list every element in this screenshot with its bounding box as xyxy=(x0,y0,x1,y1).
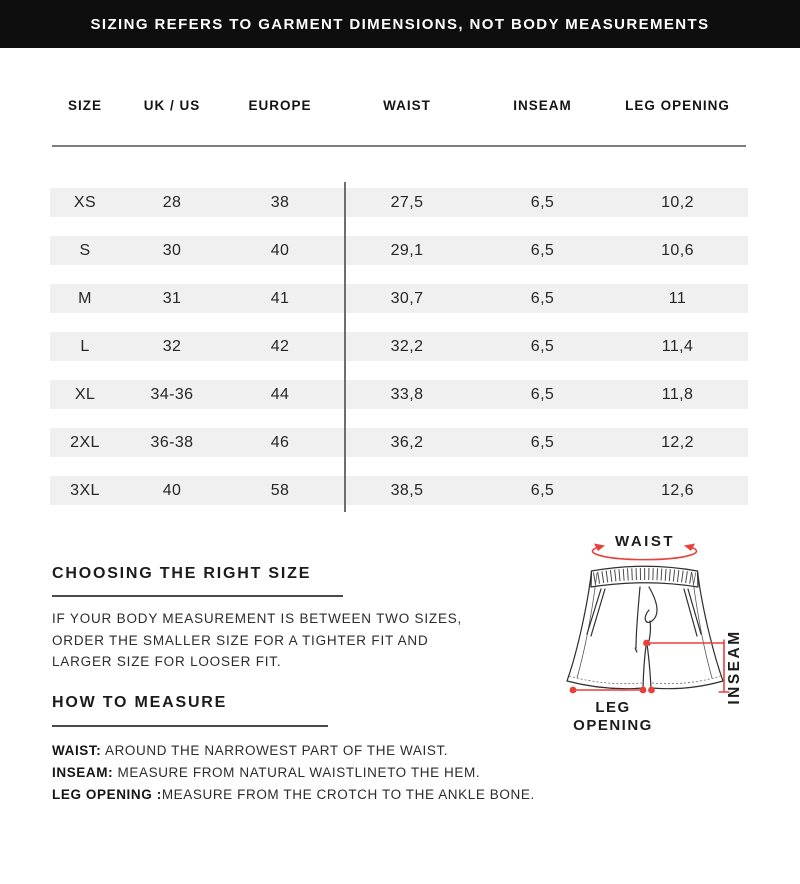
column-header-europe: EUROPE xyxy=(248,98,312,113)
disclaimer-banner xyxy=(0,0,800,48)
table-cell: 6,5 xyxy=(530,434,555,451)
measure-item-waist xyxy=(52,740,572,762)
measure-label: INSEAM: xyxy=(52,765,114,780)
waist-arrow-right xyxy=(684,544,695,552)
waistband-elastic-hatching xyxy=(594,574,695,579)
table-vertical-divider xyxy=(344,182,346,512)
table-body xyxy=(50,188,748,524)
measure-label: LEG OPENING : xyxy=(52,787,162,802)
column-header-size: SIZE xyxy=(67,98,102,113)
table-cell: 40 xyxy=(162,482,182,499)
table-cell: XS xyxy=(73,194,97,211)
table-row-xl xyxy=(50,380,748,409)
table-cell: 6,5 xyxy=(530,194,555,211)
how-to-measure-underline xyxy=(52,725,328,727)
inseam-measure-lines xyxy=(647,640,730,693)
waist-label: WAIST xyxy=(615,533,675,550)
table-cell: 44 xyxy=(270,386,290,403)
table-cell: 6,5 xyxy=(530,338,555,355)
table-cell: 31 xyxy=(162,290,182,307)
choosing-size-underline xyxy=(52,595,343,597)
measure-item-inseam xyxy=(52,762,572,784)
table-cell: 2XL xyxy=(70,434,100,451)
table-cell: XL xyxy=(74,386,96,403)
inseam-label: INSEAM xyxy=(726,629,743,705)
paragraph-line: IF YOUR BODY MEASUREMENT IS BETWEEN TWO SIZES, xyxy=(52,611,463,626)
table-cell: 12,6 xyxy=(661,482,694,499)
measure-item-leg-opening xyxy=(52,784,572,806)
measure-label: WAIST: xyxy=(52,743,102,758)
table-cell: 40 xyxy=(270,242,290,259)
table-cell: 46 xyxy=(270,434,290,451)
drawstring-cords xyxy=(636,587,657,648)
table-cell: 36,2 xyxy=(390,434,424,451)
table-row-s xyxy=(50,236,748,265)
table-cell: 6,5 xyxy=(530,242,555,259)
size-table xyxy=(50,96,748,508)
leg-opening-label-line2: OPENING xyxy=(573,717,653,734)
table-cell: 58 xyxy=(270,482,290,499)
choosing-size-paragraph xyxy=(52,608,492,673)
hem-stitch-lines xyxy=(569,676,721,684)
table-cell: 38 xyxy=(270,194,290,211)
table-row-xs xyxy=(50,188,748,217)
table-cell: 10,2 xyxy=(661,194,694,211)
leg-opening-label-line1: LEG xyxy=(595,699,631,716)
table-cell: 6,5 xyxy=(530,290,555,307)
waist-arrow-left xyxy=(594,544,605,552)
table-cell: 11 xyxy=(668,290,687,307)
measure-text: MEASURE FROM NATURAL WAISTLINETO THE HEM. xyxy=(113,765,481,780)
table-cell: 27,5 xyxy=(390,194,424,211)
column-header-inseam: INSEAM xyxy=(513,98,572,113)
table-cell: 32,2 xyxy=(390,338,424,355)
measure-instructions xyxy=(52,740,572,806)
table-cell: 11,4 xyxy=(661,338,694,355)
table-cell: L xyxy=(80,338,90,355)
table-cell: 32 xyxy=(162,338,182,355)
choosing-size-heading: CHOOSING THE RIGHT SIZE xyxy=(52,565,312,582)
table-cell: 36-38 xyxy=(150,434,194,451)
table-cell: 12,2 xyxy=(661,434,694,451)
table-cell: 28 xyxy=(162,194,182,211)
paragraph-line: LARGER SIZE FOR LOOSER FIT. xyxy=(52,654,282,669)
table-cell: 42 xyxy=(270,338,290,355)
table-cell: 3XL xyxy=(70,482,100,499)
pocket-slashes xyxy=(587,589,701,636)
table-cell: 10,6 xyxy=(661,242,694,259)
column-header-leg-opening: LEG OPENING xyxy=(625,98,730,113)
table-cell: 11,8 xyxy=(661,386,694,403)
table-cell: 33,8 xyxy=(390,386,424,403)
measure-text: MEASURE FROM THE CROTCH TO THE ANKLE BONE. xyxy=(161,787,535,802)
table-row-l xyxy=(50,332,748,361)
table-row-3xl xyxy=(50,476,748,505)
table-cell: 41 xyxy=(270,290,290,307)
table-cell: S xyxy=(79,242,91,259)
measure-text: AROUND THE NARROWEST PART OF THE WAIST. xyxy=(101,743,449,758)
disclaimer-text: SIZING REFERS TO GARMENT DIMENSIONS, NOT BODY MEASUREMENTS xyxy=(90,15,710,33)
inseam-bottom-dot xyxy=(648,687,655,694)
header-rule xyxy=(52,145,746,147)
table-cell: 6,5 xyxy=(530,482,555,499)
paragraph-line: ORDER THE SMALLER SIZE FOR A TIGHTER FIT AND xyxy=(52,632,429,648)
table-cell: M xyxy=(78,290,92,307)
table-cell: 6,5 xyxy=(530,386,555,403)
table-cell: 30 xyxy=(162,242,182,259)
table-cell: 29,1 xyxy=(390,242,424,259)
table-row-m xyxy=(50,284,748,313)
table-cell: 34-36 xyxy=(150,386,194,403)
table-cell: 38,5 xyxy=(390,482,424,499)
column-header-uk-us: UK / US xyxy=(143,98,201,113)
column-header-waist: WAIST xyxy=(383,98,431,113)
table-header-row xyxy=(50,96,748,116)
table-row-2xl xyxy=(50,428,748,457)
shorts-measurement-diagram xyxy=(540,515,770,740)
table-cell: 30,7 xyxy=(390,290,424,307)
how-to-measure-heading: HOW TO MEASURE xyxy=(52,694,228,711)
leg-opening-dot-left xyxy=(570,687,577,694)
leg-opening-dot-right xyxy=(640,687,647,694)
